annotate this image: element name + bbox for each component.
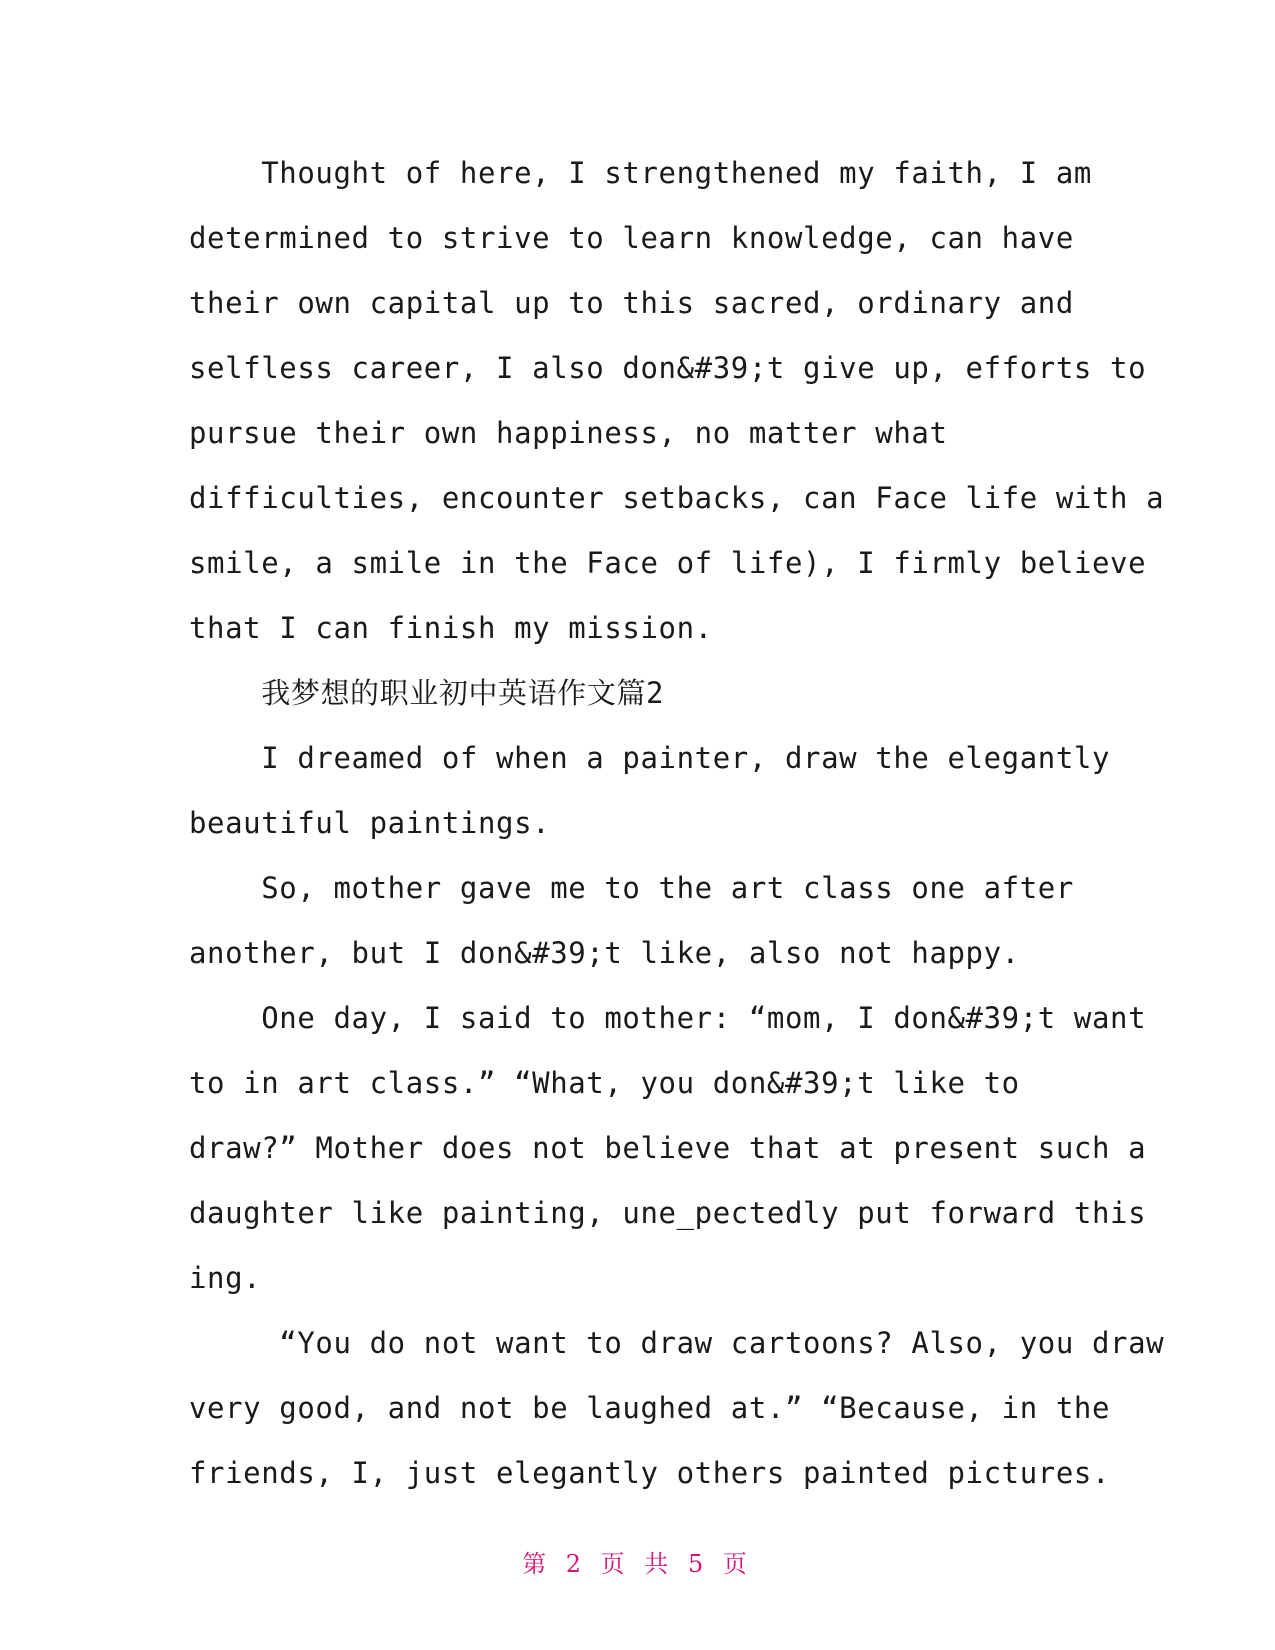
text-line: very good, and not be laughed at.” “Because, in the [189, 1391, 1111, 1425]
text-line: their own capital up to this sacred, ordinary and [189, 286, 1074, 320]
section-heading: 我梦想的职业初中英语作文篇2 [189, 676, 665, 710]
text-line: to in art class.” “What, you don&#39;t like to [189, 1066, 1020, 1100]
text-line: another, but I don&#39;t like, also not happy. [189, 936, 1020, 970]
text-line: smile, a smile in the Face of life), I firmly believe [189, 546, 1147, 580]
text-line: “You do not want to draw cartoons? Also, you draw [189, 1326, 1165, 1360]
text-line: So, mother gave me to the art class one after [189, 871, 1074, 905]
text-line: that I can finish my mission. [189, 611, 713, 645]
text-line: Thought of here, I strengthened my faith, I am [189, 156, 1092, 190]
text-line: determined to strive to learn knowledge, can have [189, 221, 1074, 255]
text-line: I dreamed of when a painter, draw the elegantly [189, 741, 1111, 775]
text-line: selfless career, I also don&#39;t give up, efforts to [189, 351, 1147, 385]
text-line: ing. [189, 1261, 262, 1295]
text-line: beautiful paintings. [189, 806, 551, 840]
text-line: draw?” Mother does not believe that at present such a [189, 1131, 1147, 1165]
page-number-footer: 第 2 页 共 5 页 [522, 1550, 753, 1578]
text-line: friends, I, just elegantly others painted pictures. [189, 1456, 1111, 1490]
text-line: difficulties, encounter setbacks, can Face life with a [189, 481, 1165, 515]
text-line: pursue their own happiness, no matter what [189, 416, 948, 450]
text-line: daughter like painting, une_pectedly put forward this [189, 1196, 1147, 1230]
text-line: One day, I said to mother: “mom, I don&#39;t want [189, 1001, 1147, 1035]
